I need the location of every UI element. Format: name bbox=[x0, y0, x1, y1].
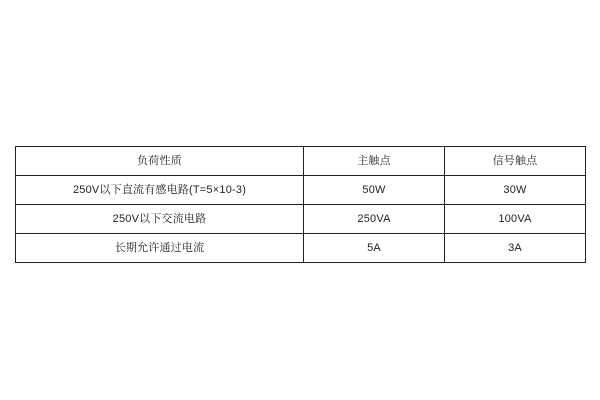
table-header-row bbox=[16, 147, 586, 176]
cell-main-contact: 250VA bbox=[304, 205, 445, 234]
column-header-signal-contact: 信号触点 bbox=[445, 147, 586, 176]
cell-signal-contact: 3A bbox=[445, 234, 586, 263]
cell-main-contact: 5A bbox=[304, 234, 445, 263]
column-header-load-nature: 负荷性质 bbox=[16, 147, 304, 176]
column-header-main-contact: 主触点 bbox=[304, 147, 445, 176]
table-row bbox=[16, 205, 586, 234]
cell-load-nature: 250V以下交流电路 bbox=[16, 205, 304, 234]
spec-table-container bbox=[15, 146, 585, 263]
table-row bbox=[16, 176, 586, 205]
contact-rating-table bbox=[15, 146, 586, 263]
cell-signal-contact: 30W bbox=[445, 176, 586, 205]
cell-load-nature: 250V以下直流有感电路(T=5×10-3) bbox=[16, 176, 304, 205]
cell-signal-contact: 100VA bbox=[445, 205, 586, 234]
cell-main-contact: 50W bbox=[304, 176, 445, 205]
table-row bbox=[16, 234, 586, 263]
cell-load-nature: 长期允许通过电流 bbox=[16, 234, 304, 263]
